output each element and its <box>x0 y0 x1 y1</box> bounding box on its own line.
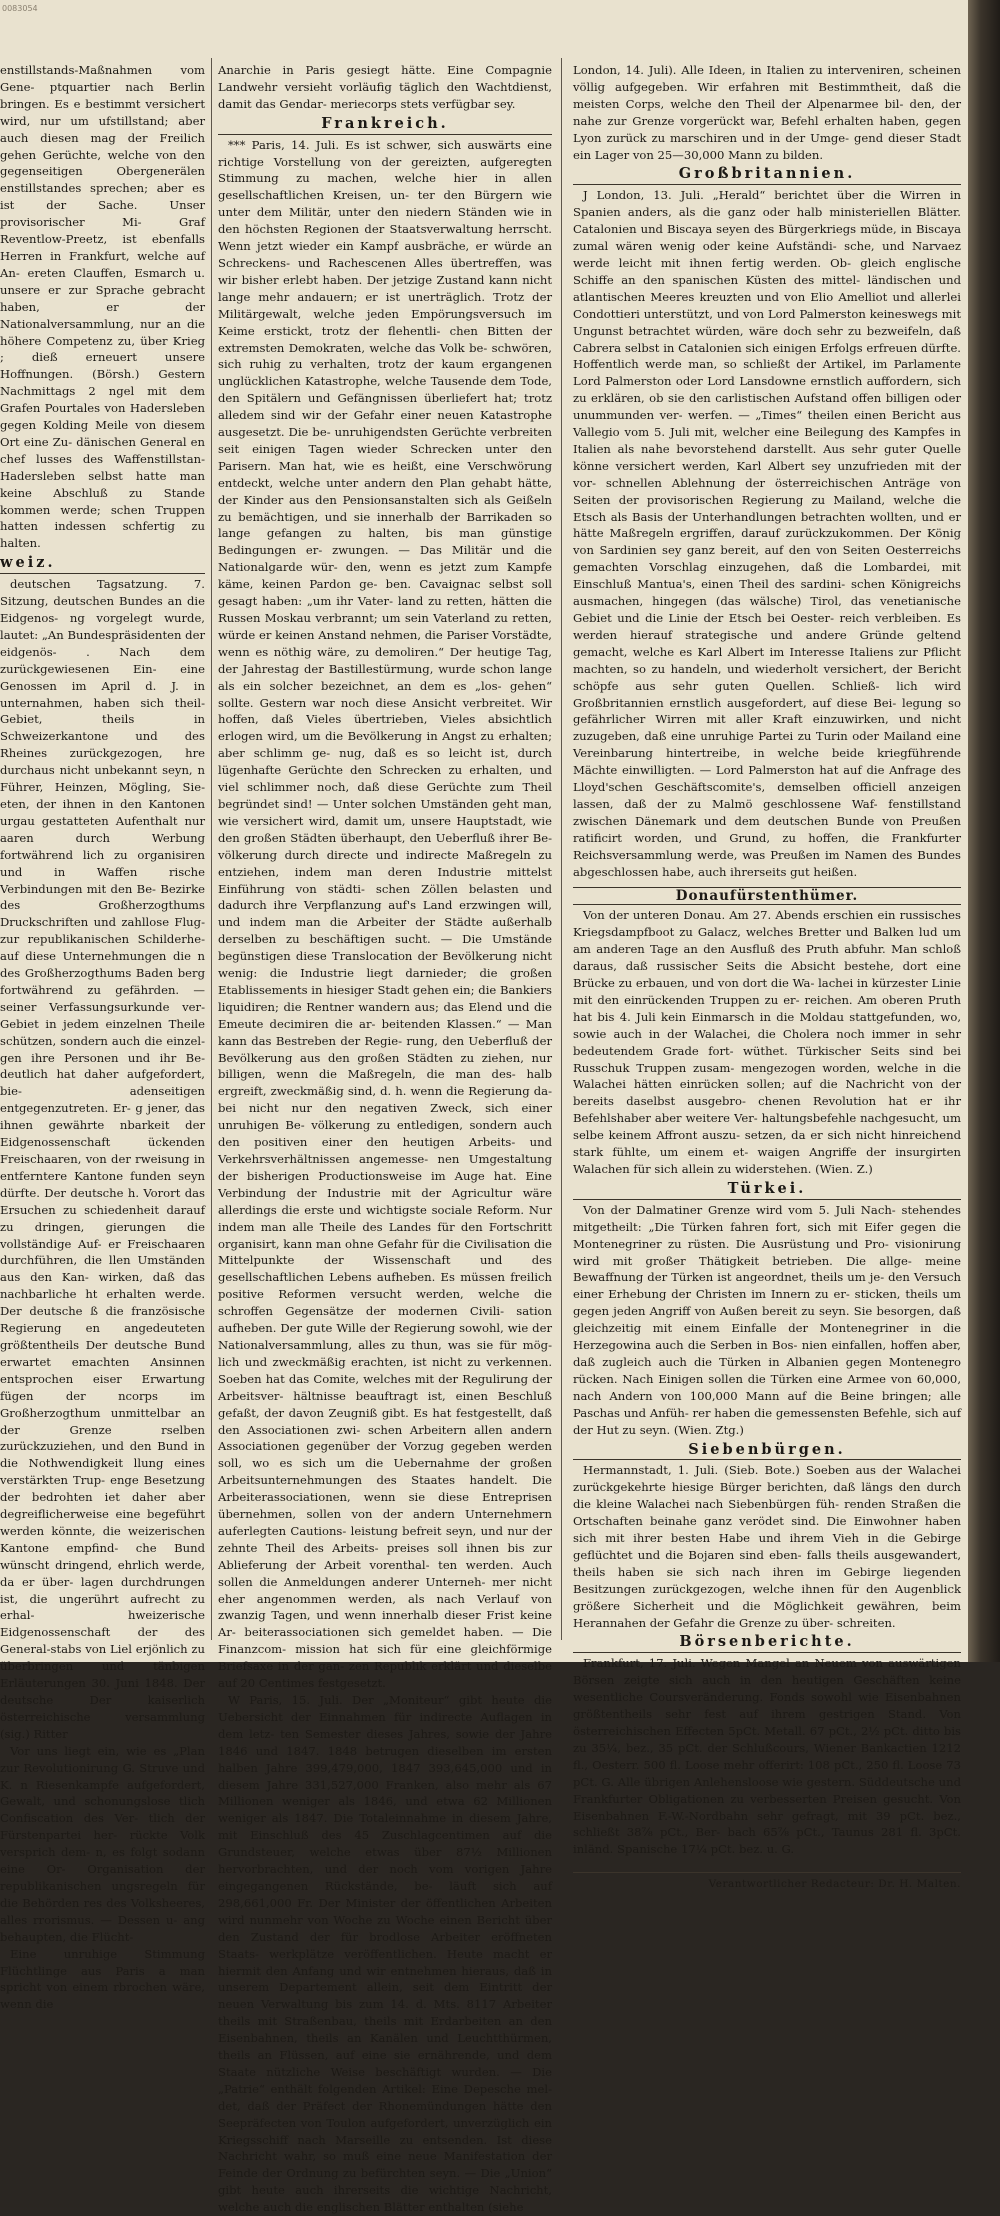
article-revolutionsplan: Vor uns liegt ein, wie es „Plan zur Revolutionirung G. Struve und K. n Riesenkampfe aufgefordert, Gewalt, und schonungslose tlich Confiscation des Ver- tlich der Fürstenpartei her- rückte Volk versprich dem- n, es folgt sodann eine Or- Organisation der republikanischen ungsregeln für die Behörden res des Volksheeres, alles rrorismus. — Dessen u- ang behaupten, die Flücht- <box>0 1743 205 1944</box>
article-frankfurt-boerse: Frankfurt, 17. Juli. Wegen Mangel an Neuem von auswärtigen Börsen zeigte sich auch in den heutigen Geschäften keine wesentliche Coursveränderung. Fonds sowohl wie Eisenbahnen größtentheils sehr fest auf ihrem gestrigen Stand. Von österreichischen Effecten 5pCt. Metall. 67 pCt., 2½ pCt. ditto bis zu 35¼, bez., 35 pCt. der Schlußcours, Wiener Bankactien 1212 fl., Oesterr. 500 fl. Loose mehr offerirt: 108 pCt., 250 fl. Loose 73 pCt. G. Alle übrigen Anlehensloose wie gestern. Süddeutsche und Frankfurter Obligationen zu verbesserten Preisen gesucht. Von Eisenbahnen F.-W.-Nordbahn sehr gefragt, mit 39 pCt. bez., schließt 38⅞ pCt., Ber- bach 65⅞ pCt., Taunus 281 fl. 3pCt. inländ. Spanische 17¼ pCt. bez. u. G. <box>573 1656 961 1857</box>
article-tagsatzung: deutschen Tagsatzung. 7. Sitzung, deutschen Bundes an die Eidgenos- ng vorgelegt wurde, lautet: „An Bundespräsidenten der eidgenös- . Nach dem zurückgewiesenen Ein- eine Genossen im April d. J. in unternahmen, haben sich theil- Gebiet, theils in Schweizerkantone und des Rheines zurückgezogen, hre durchaus nicht unbekannt seyn, n Führer, Heinzen, Mögling, Sie- eten, der ihnen in den Kantonen urgau gestatteten Aufenthalt nur aaren durch Werbung fortwährend lich zu organisiren und in Waffen rische Verbindungen mit den Be- Bezirke des Großherzogthums Druckschriften und zahllose Flug- zur republikanischen Schilderhe- auf diese Unternehmungen die n des Großherzogthums Baden berg fortwährend zu gefährden. — seiner Verfassungsurkunde ver- Gebiet in jedem einzelnen Theile schützen, sondern auch die einzel- gen ihre Personen und ihr Be- deutlich hat daher aufgefordert, bie- adenseitigen entgegenzutreten. Er- g jener, das ihnen gewährte nbarkeit der Eidgenossenschaft ückenden Freischaaren, von der rweisung in entferntere Kantone funden seyn dürfte. Der deutsche h. Vorort das Ersuchen zu schiedenheit darauf zu dringen, gierungen die vollständige Auf- er Freischaaren durchführen, die llen Umständen aus den Kan- wirken, daß das nachbarliche ht erhalten werde. Der deutsche ß die französische Regierung en angedeuteten größtentheils Der deutsche Bund erwartet emachten Ansinnen entsprochen eiser Erwartung fügen der ncorps im Großherzogthum unmittelbar an der Grenze rselben zurückzuziehen, und den Bund in die Nothwendigkeit llung eines verstärkten Trup- enge Besetzung der bedrohten iet daher aber degreiflicherweise eine begeführt werden könnte, die weizerischen Kantone empfind- che Bund wünscht dringend, ehrlich werde, da er über- lagen durchdrungen ist, die ungerührt aufrecht zu erhal- hweizerische Eidgenossenschaft der des General-stabs von Liel erjönlich zu überbringen und tänbigen Erläuterungen 30. Juni 1848. Der deutsche Der kaiserlich österreichische versammlung (sig.) Ritter <box>0 577 205 1741</box>
section-heading-donaufuerstenthuemer: Donaufürstenthümer. <box>573 887 961 906</box>
column-left <box>0 62 205 2012</box>
article-dalmatiner-grenze: Von der Dalmatiner Grenze wird vom 5. Juli Nach- stehendes mitgetheilt: „Die Türken fahren fort, sich mit Eifer gegen die Montenegriner zu rüsten. Die Ausrüstung und Pro- visionirung wird mit großer Thätigkeit betrieben. Die allge- meine Bewaffnung der Türken ist angeordnet, theils um je- den Versuch einer Erhebung der Christen im Innern zu er- sticken, theils um gegen jeden Angriff von Außen bereit zu seyn. Sie besorgen, daß gleichzeitig mit einem Einfalle der Montenegriner in die Herzegowina auch die Serben in Bos- nien einfallen, hoffen aber, daß zugleich auch die Türken in Albanien gegen Montenegro rücken. Nach Einigen sollen die Türken eine Armee von 60,000, nach Andern von 100,000 Mann auf die Beine bringen; alle Paschas und Anfüh- rer haben die gemessensten Befehle, sich auf der Hut zu seyn. (Wien. Ztg.) <box>573 1202 961 1437</box>
column-rule-1 <box>211 58 212 1640</box>
section-heading-boersenberichte: Börsenberichte. <box>573 1634 961 1653</box>
editor-credit: Verantwortlicher Redacteur: Dr. H. Malten. <box>573 1872 961 1893</box>
section-heading-schweiz: weiz. <box>0 555 205 574</box>
section-heading-tuerkei: Türkei. <box>573 1181 961 1200</box>
archive-stamp: 0083054 <box>2 4 38 13</box>
section-heading-grossbritannien: Großbritannien. <box>573 166 961 185</box>
article-anarchie: Anarchie in Paris gesiegt hätte. Eine Compagnie Landwehr versieht vorläufig täglich den Wachtdienst, damit das Gendar- meriecorps stets verfügbar sey. <box>218 63 552 111</box>
article-london-14: London, 14. Juli). Alle Ideen, in Italien zu interveniren, scheinen völlig aufgegeben. Wir erfahren mit Bestimmtheit, daß die meisten Corps, welche den Theil der Alpenarmee bil- den, der nahe zur Grenze vorgerückt war, Befehl erhalten haben, gegen Lyon zurück zu marschiren und in der Umge- gend dieser Stadt ein Lager von 25—30,000 Mann zu bilden. <box>573 63 961 162</box>
article-hermannstadt: Hermannstadt, 1. Juli. (Sieb. Bote.) Soeben aus der Walachei zurückgekehrte hiesige Bürger berichten, daß längs den durch die kleine Walachei nach Siebenbürgen füh- renden Straßen die Ortschaften beinahe ganz verödet sind. Die Einwohner haben sich mit ihrer besten Habe und ihrem Vieh in die Gebirge geflüchtet und die Bojaren sind eben- falls theils ausgewandert, theils haben sie sich nach ihren im Gebirge liegenden Besitzungen zurückgezogen, welche ihnen für den Augenblick größere Sicherheit und die Möglichkeit gewähren, beim Herannahen der Gefahr die Grenze zu über- schreiten. <box>573 1463 961 1630</box>
article-waffenstillstand: enstillstands-Maßnahmen vom Gene- ptquartier nach Berlin bringen. Es e bestimmt versichert wird, nur um ufstillstand; aber auch diesen mag der Freilich gehen Gerüchte, welche von den gegenseitigen Obergenerälen enstillstandes sprechen; aber es ist der Sache. Unser provisorischer Mi- Graf Reventlow-Preetz, ist ebenfalls Herren in Frankfurt, welche auf An- ereten Clauffen, Esmarch u. unsere er zur Sprache gebracht haben, er der Nationalversammlung, nur an die höhere Competenz zu, über Krieg ; dieß erneuert unsere Hoffnungen. (Börsh.) Gestern Nachmittags 2 ngel mit dem Grafen Pourtales von Hadersleben gegen Kolding Meile von diesem Ort eine Zu- dänischen General en chef lusses des Waffenstillstan- Hadersleben selbst hatte man keine Abschluß zu Stande kommen werde; schen Truppen hatten indessen schfertig zu halten. <box>0 63 205 551</box>
column-rule-2 <box>561 58 562 1640</box>
section-heading-frankreich: Frankreich. <box>218 116 552 135</box>
section-heading-siebenbuergen: Siebenbürgen. <box>573 1442 961 1461</box>
article-paris-15: W Paris, 15. Juli. Der „Moniteur“ gibt heute die Uebersicht der Einnahmen für indirecte Auflagen in dem letz- ten Semester dieses Jahres, sowie der Jahre 1846 und 1847. 1848 betrugen dieselben im ersten halben Jahre 399,479,000, 1847 393,645,000 und in diesem Jahre 331,527,000 Franken, also mehr als 67 Millionen weniger als 1846, und etwa 62 Millionen weniger als 1847. Die Totaleinnahme in diesem Jahre, mit Einschluß des 45 Zuschlagcentimen auf die Grundsteuer, welche etwas über 87½ Millionen hervorbrachten, und der noch vom vorigen Jahre eingegangenen Rückstände, be- läuft sich auf 298,661,000 Fr. Der Minister der öffentlichen Arbeiten wird nunmehr von Woche zu Woche einen Bericht über den Zustand der für brodlose Arbeiter eröffneten Staats- werkplätze veröffentlichen. Heute macht er hiermit den Anfang und wir entnehmen hieraus, daß in unserem Departement allein, seit dem Eintritt der neuen Verwaltung bis zum 14. d. Mts. 8117 Arbeiter theils mit Straßenbau, theils mit Erdarbeiten an den Eisenbahnen, theils an Kanälen und Leuchtthürmen, theils an Flüssen, auf eine sie ernährende, und dem Staate nützliche Weise beschäftigt wurden. — Die „Patrie“ enthält folgenden Artikel: Eine Depesche mel- det, daß der Präfect der Rhonemündungen hätte den Seepräfecten von Toulon aufgefordert, unverzüglich ein Kriegsschiff nach Marseille zu entsenden. Ist diese Nachricht wahr, so muß eine neue Manifestation der Feinde der Ordnung zu befürchten seyn. — Die „Union“ gibt heute auch ihrerseits die wichtige Nachricht, welche auch die englischen Blätter enthalten (siehe <box>218 1693 552 2215</box>
book-spine <box>968 0 1000 1662</box>
column-right <box>573 62 961 1891</box>
article-untere-donau: Von der unteren Donau. Am 27. Abends erschien ein russisches Kriegsdampfboot zu Galacz, welches Bretter und Balken lud um am anderen Tage an den Ausfluß des Pruth abfuhr. Man schloß daraus, daß russischer Seits die Absicht bestehe, dort eine Brücke zu erbauen, und von dort die Wa- lachei in kürzester Linie mit den einrückenden Truppen zu er- reichen. Am oberen Pruth hat bis 4. Juli kein Einmarsch in die Moldau stattgefunden, wo, sowie auch in der Walachei, die Cholera noch immer in sehr bedeutendem Grade fort- wüthet. Türkischer Seits sind bei Russchuk Truppen zusam- mengezogen worden, welche in die Walachei hätten einrücken sollen; auf die Nachricht von der bereits daselbst ausgebro- chenen Revolution hat er ihr Befehlshaber aber weitere Ver- haltungsbefehle nachgesucht, um selbe keinem Affront auszu- setzen, da er sich nicht hinreichend stark fühlte, um einem et- waigen Angriffe der insurgirten Walachen für sich allein zu widerstehen. (Wien. Z.) <box>573 908 961 1176</box>
article-paris-14: *** Paris, 14. Juli. Es ist schwer, sich auswärts eine richtige Vorstellung von der gereizten, aufgeregten Stimmung zu machen, welche hier in allen gesellschaftlichen Kreisen, un- ter den Bürgern wie unter dem Militär, unter den niedern Ständen wie in den höchsten Regionen der Staatsverwaltung herrscht. Wenn jetzt wieder ein Kampf ausbräche, er würde an Schreckens- und Rachescenen Alles übertreffen, was wir bisher erlebt haben. Der jetzige Zustand kann nicht lange mehr andauern; er ist unerträglich. Trotz der Militärgewalt, welche jeden Empörungsversuch im Keime erstickt, trotz der flehentli- chen Bitten der extremsten Demokraten, welche das Volk be- schwören, sich ruhig zu verhalten, trotz der kaum ergangenen unglücklichen Katastrophe, welche Tausende dem Tode, den Spitälern und Gefängnissen überliefert hat; trotz alledem sind wir der Gefahr einer neuen Katastrophe ausgesetzt. Die be- unruhigendsten Gerüchte verbreiten seit einigen Tagen wieder Schrecken unter den Parisern. Man hat, wie es heißt, eine Verschwörung entdeckt, welche unter andern den Plan gehabt hätte, der Kinder aus den Pensionsanstalten sich als Geißeln zu bemächtigen, und sie innerhalb der Barrikaden so lange gefangen zu halten, bis man günstige Bedingungen er- zwungen. — Das Militär und die Nationalgarde wür- den, wenn es jetzt zum Kampfe käme, keinen Pardon ge- ben. Cavaignac selbst soll gesagt haben: „um ihr Vater- land zu retten, hätten die Russen Moskau verbrannt; um sein Vaterland zu retten, würde er keinen Anstand nehmen, die Pariser Vorstädte, wenn es nöthig wäre, zu demoliren.“ Der heutige Tag, der Jahrestag der Bastillestürmung, wurde schon lange als ein solcher bezeichnet, an dem es „los- gehen“ sollte. Gestern war noch diese Ansicht verbreitet. Wir hoffen, daß Vieles übertrieben, Vieles absichtlich erlogen wird, um die Bevölkerung in Angst zu erhalten; aber schlimm ge- nug, daß es so leicht ist, durch lügenhafte Gerüchte den Schrecken zu erhalten, und viel schlimmer noch, daß diese Gerüchte zum Theil begründet sind! — Unter solchen Umständen geht man, wie versichert wird, damit um, unsere Hauptstadt, wie den großen Städten überhaupt, den Ueberfluß ihrer Be- völkerung durch directe und indirecte Maßregeln zu entziehen, indem man deren Industrie mittelst Einführung von städti- schen Zöllen belasten und dadurch ihre Verpflanzung auf's Land erzwingen will, und indem man die Arbeiter der Städte außerhalb derselben zu beschäftigen sucht. — Die Umstände begünstigen diese Translocation der Bevölkerung nicht wenig: die Industrie liegt darnieder; die großen Etablissements in hiesiger Stadt gehen ein; die Bankiers liquidiren; die Rentner wandern aus; das Elend und die Emeute decimiren die ar- beitenden Klassen.“ — Man kann das Bestreben der Regie- rung, den Ueberfluß der Bevölkerung aus den großen Städten zu ziehen, nur billigen, wenn die Maßregeln, die man des- halb ergreift, zweckmäßig sind, d. h. wenn die Regierung da- bei nicht nur den negativen Zweck, sich einer unruhigen Be- völkerung zu entledigen, sondern auch den positiven einer den heutigen Arbeits- und Verkehrsverhältnissen angemesse- nen Umgestaltung der bisherigen Productionsweise im Auge hat. Eine Verbindung der Industrie mit der Agricultur wäre allerdings die erste und wichtigste sociale Reform. Nur indem man alle Theile des Landes für den Fortschritt organisirt, kann man ohne Gefahr für die Civilisation die Mittelpunkte der Wissenschaft und des gesellschaftlichen Lebens aufheben. Es müssen freilich positive Reformen versucht werden, welche die schroffen Gegensätze der modernen Civili- sation aufheben. Der gute Wille der Regierung sowohl, wie der Nationalversammlung, alles zu thun, was sie für mög- lich und zweckmäßig erachten, ist nicht zu verkennen. Soeben hat das Comite, welches mit der Regulirung der Arbeitsver- hältnisse beauftragt ist, einen Beschluß gefaßt, der davon Zeugniß gibt. Es hat festgestellt, daß den Associationen zwi- schen Arbeitern allen andern Associationen gegenüber der Vorzug gegeben werden soll, wo es sich um die Uebernahme der großen Arbeitsunternehmungen des Staates handelt. Die Arbeiterassociationen, wenn sie diese Entreprisen übernehmen, sollen von der andern Unternehmern auferlegten Cautions- leistung befreit seyn, und nur der zehnte Theil des Arbeits- preises soll ihnen bis zur Ablieferung der Arbeit vorenthal- ten werden. Auch sollen die Anmeldungen anderer Unterneh- mer nicht eher angenommen werden, als nach Verlauf von zwanzig Tagen, und wenn innerhalb dieser Frist keine Ar- beiterassociationen sich gemeldet haben. — Die Finanzcom- mission hat sich für eine gleichförmige Briefsaxe in der gan- zen Republik erklärt und dieselbe auf 20 Centimes festgesetzt. <box>218 137 552 1691</box>
article-london-13: J London, 13. Juli. „Herald“ berichtet über die Wirren in Spanien anders, als die ganz oder halb ministeriellen Blätter. Catalonien und Biscaya seyen des Bürgerkriegs müde, in Biscaya zumal wären wenig oder keine Aufständi- sche, und Narvaez werde leicht mit ihnen fertig werden. Ob- gleich englische Schiffe an den spanischen Küsten des mittel- ländischen und atlantischen Meeres kreuzten und von Elio Amelliot und allerlei Condottieri unterstützt, und von Lord Palmerston keineswegs mit Ungunst betrachtet würden, wäre doch sehr zu bezweifeln, daß Cabrera selbst in Catalonien sich einigen Erfolgs erfreuen dürfte. Hoffentlich werde man, so schließt der Artikel, im Parlamente Lord Palmerston oder Lord Lansdowne ernstlich auffordern, sich zu erklären, ob sie den carlistischen Aufstand offen billigen oder unummunden ver- werfen. — „Times“ theilen einen Bericht aus Vallegio vom 5. Juli mit, welcher eine Beilegung des Kampfes in Italien als nahe bevorstehend darstellt. Aus sehr guter Quelle könne versichert werden, Karl Albert sey unzufrieden mit der vor- schnellen Ablehnung der österreichischen Anträge von Seiten der provisorischen Regierung zu Mailand, welche die Etsch als Basis der Unterhandlungen betrachten wollten, und er hätte Maßregeln ergriffen, darauf zurückzukommen. Der König von Sardinien sey ganz bereit, auf den von Seiten Oesterreichs gemachten Vorschlag einzugehen, daß die Lombardei, mit Einschluß Mantua's, einen Theil des sardini- schen Königreichs ausmachen, hingegen (das wälsche) Tirol, das venetianische Gebiet und die Linie der Etsch bei Oester- reich verbleiben. Es werden hierauf strategische und andere Gründe geltend gemacht, welche es Karl Albert im Interesse Italiens zur Pflicht machten, so zu handeln, und wiederholt versichert, der Bericht schöpfe aus sehr guten Quellen. Schließ- lich wird Großbritannien ernstlich ausgefordert, auf diese Bei- legung so gefährlicher Wirren mit aller Kraft einzuwirken, und nicht zuzugeben, daß eine unruhige Partei zu Turin oder Mailand eine Vereinbarung hintertreibe, in welche beide kriegführende Mächte einwilligten. — Lord Palmerston hat auf die Anfrage des Lloyd'schen Geschäftscomite's, demselben officiell anzeigen lassen, daß der zu Malmö geschlossene Waf- fenstillstand zwischen Dänemark und dem deutschen Bunde von Preußen ratificirt worden, und Grund, zu hoffen, die Frankfurter Reichsversammlung werde, was Preußen im Namen des Bundes abgeschlossen habe, auch ihrerseits gut heißen. <box>573 188 961 879</box>
column-middle <box>218 62 552 2215</box>
article-fluechtlinge: Eine unruhige Stimmung Flüchtlinge aus Paris a man spricht von einem rbrochen wäre, wenn die <box>0 1946 205 2012</box>
